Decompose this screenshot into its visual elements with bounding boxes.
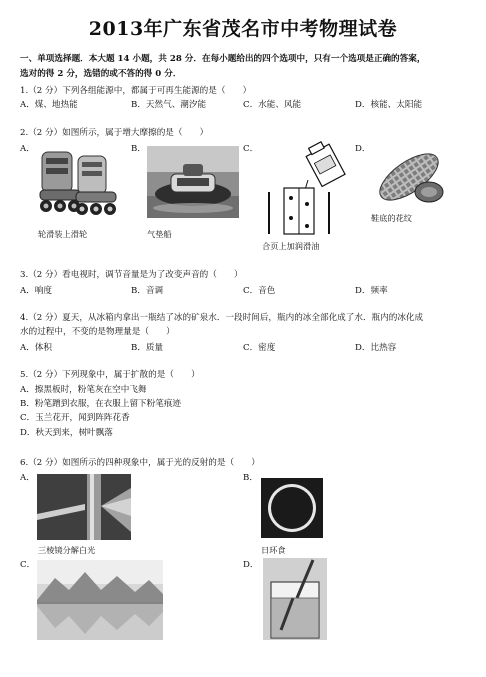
hinge-lubrication-image <box>256 140 352 238</box>
question-2-option-a: A． <box>20 144 35 154</box>
question-2-caption-d: 鞋底的花纹 <box>371 213 412 223</box>
question-3-stem: 3.（2 分）看电视时，调节音量是为了改变声音的（ ） <box>20 270 243 280</box>
section-instructions-line1: 一、单项选择题．本大题 14 小题，共 28 分．在每小题给出的四个选项中，只有一个选项是正确的答案， <box>20 54 426 64</box>
question-4-stem-line1: 4.（2 分）夏天，从冰箱内拿出一瓶结了冰的矿泉水．一段时间后，瓶内的冰全部化成了水．瓶内的冰化成 <box>20 313 424 323</box>
question-4-option-b: B．质量 <box>131 343 164 353</box>
pencil-in-water-image <box>263 558 327 640</box>
question-1-option-c: C．水能、风能 <box>243 100 302 110</box>
question-6-option-d: D． <box>243 560 259 570</box>
question-6-stem: 6.（2 分）如图所示的四种现象中，属于光的反射的是（ ） <box>20 458 260 468</box>
question-2-option-d: D． <box>355 144 371 154</box>
question-1-option-d: D．核能、太阳能 <box>355 100 423 110</box>
question-4-stem-line2: 水的过程中，不变的是物理量是（ ） <box>20 327 175 337</box>
question-6-option-b: B． <box>243 473 258 483</box>
page-title: 2013年广东省茂名市中考物理试卷 <box>88 18 398 40</box>
question-4-option-a: A．体积 <box>20 343 52 353</box>
question-2-option-c: C． <box>243 144 259 154</box>
question-4-option-c: C．密度 <box>243 343 276 353</box>
question-5-option-a: A．擦黑板时，粉笔灰在空中飞舞 <box>20 385 147 395</box>
question-5-option-b: B．粉笔蹭到衣服，在衣服上留下粉笔痕迹 <box>20 399 182 409</box>
question-5-option-d: D．秋天到来，树叶飘落 <box>20 428 113 438</box>
question-3-option-a: A．响度 <box>20 286 52 296</box>
question-2-option-b: B． <box>131 144 146 154</box>
section-instructions-line2: 选对的得 2 分，选错的或不答的得 0 分． <box>20 69 182 79</box>
roller-skates-image <box>34 146 120 220</box>
question-1-option-b: B．天然气、潮汐能 <box>131 100 207 110</box>
question-3-option-c: C．音色 <box>243 286 276 296</box>
question-1-option-a: A．煤、地热能 <box>20 100 78 110</box>
question-6-caption-a: 三棱镜分解白光 <box>38 545 96 555</box>
prism-dispersion-image <box>37 474 131 540</box>
question-2-caption-a: 轮滑装上滑轮 <box>38 229 88 239</box>
question-2-stem: 2.（2 分）如图所示，属于增大摩擦的是（ ） <box>20 128 209 138</box>
shoe-sole-image <box>371 144 447 210</box>
question-6-option-a: A． <box>20 473 35 483</box>
question-3-option-b: B．音调 <box>131 286 164 296</box>
question-5-option-c: C．玉兰花开，闻到阵阵花香 <box>20 413 130 423</box>
question-6-option-c: C． <box>20 560 36 570</box>
annular-eclipse-image <box>261 478 323 538</box>
hovercraft-image <box>147 146 239 218</box>
question-3-option-d: D．频率 <box>355 286 388 296</box>
question-5-stem: 5.（2 分）下列现象中，属于扩散的是（ ） <box>20 370 200 380</box>
lake-reflection-image <box>37 560 163 640</box>
question-2-caption-b: 气垫船 <box>147 229 172 239</box>
question-6-caption-b: 日环食 <box>261 545 286 555</box>
question-1-stem: 1.（2 分）下列各组能源中，都属于可再生能源的是（ ） <box>20 86 252 96</box>
question-4-option-d: D．比热容 <box>355 343 397 353</box>
question-2-caption-c: 合页上加润滑油 <box>262 241 320 251</box>
